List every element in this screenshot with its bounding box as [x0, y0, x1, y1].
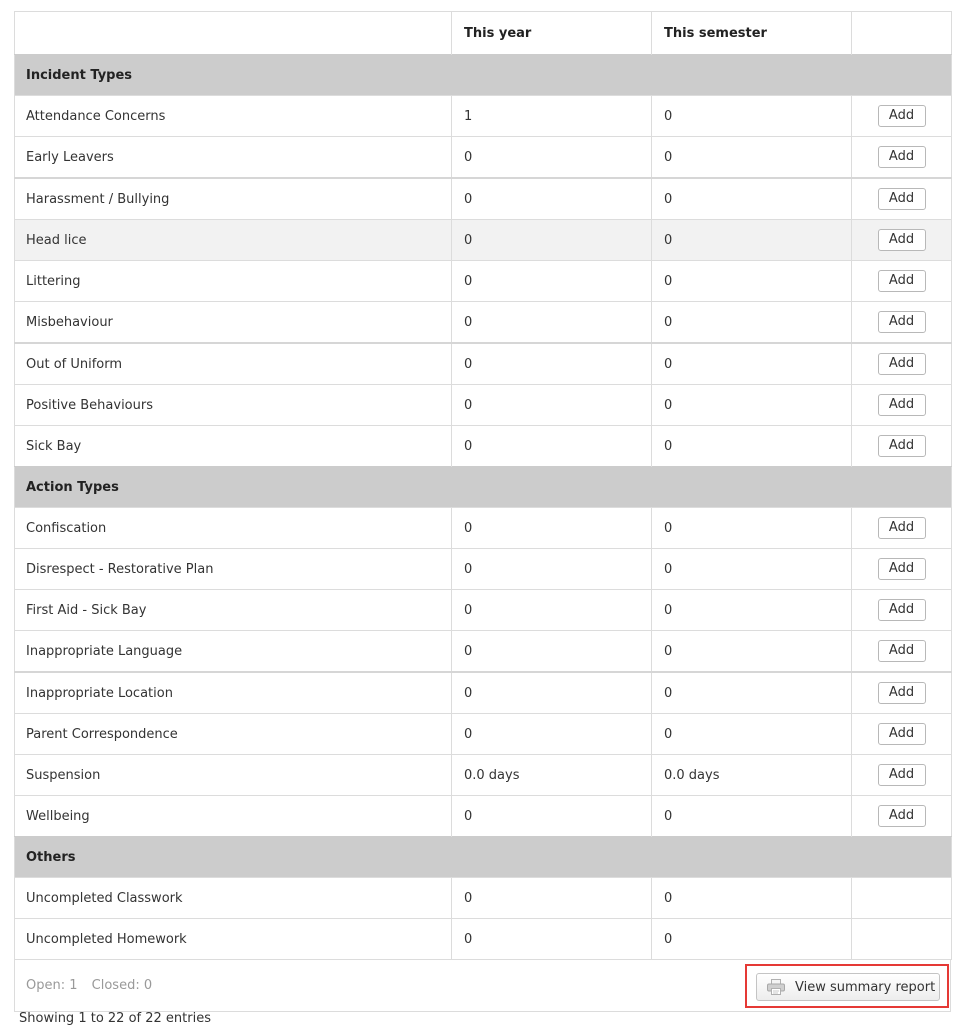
add-button[interactable]: Add: [878, 517, 926, 539]
row-this-year: 0: [452, 878, 652, 919]
row-action-cell: [852, 549, 952, 590]
row-this-semester: 0: [652, 919, 852, 960]
table-row: [15, 261, 952, 302]
table-row: [15, 755, 952, 796]
status-counts: [26, 978, 152, 993]
table-row: [15, 220, 952, 261]
row-name: Early Leavers: [15, 137, 452, 179]
section-title: Others: [15, 837, 952, 878]
row-name: Suspension: [15, 755, 452, 796]
row-name: Littering: [15, 261, 452, 302]
table-row: [15, 714, 952, 755]
table-row: [15, 137, 952, 179]
section-title: Action Types: [15, 467, 952, 508]
row-action-cell: [852, 590, 952, 631]
add-button[interactable]: Add: [878, 229, 926, 251]
add-button[interactable]: Add: [878, 435, 926, 457]
add-button[interactable]: Add: [878, 558, 926, 580]
row-this-year: 0: [452, 631, 652, 673]
add-button[interactable]: Add: [878, 764, 926, 786]
table-row: [15, 590, 952, 631]
add-button[interactable]: Add: [878, 394, 926, 416]
row-this-year: 0: [452, 549, 652, 590]
row-name: Uncompleted Classwork: [15, 878, 452, 919]
view-summary-report-button[interactable]: [756, 973, 940, 1001]
row-this-year: 0: [452, 261, 652, 302]
section-title: Incident Types: [15, 55, 952, 96]
row-this-year: 0: [452, 590, 652, 631]
row-name: Misbehaviour: [15, 302, 452, 344]
add-button[interactable]: Add: [878, 353, 926, 375]
row-action-cell: [852, 302, 952, 344]
row-this-year: 0: [452, 508, 652, 549]
row-this-semester: 0: [652, 508, 852, 549]
row-action-cell: [852, 220, 952, 261]
row-this-year: 0: [452, 220, 652, 261]
table-row: [15, 919, 952, 960]
row-this-semester: 0: [652, 878, 852, 919]
table-row: [15, 549, 952, 590]
row-this-semester: 0: [652, 590, 852, 631]
table-row: [15, 96, 952, 137]
row-name: Confiscation: [15, 508, 452, 549]
add-button[interactable]: Add: [878, 270, 926, 292]
row-this-semester: 0: [652, 261, 852, 302]
table-row: [15, 878, 952, 919]
column-header-actions: [852, 12, 952, 55]
row-this-semester: 0: [652, 631, 852, 673]
row-name: Disrespect - Restorative Plan: [15, 549, 452, 590]
add-button[interactable]: Add: [878, 599, 926, 621]
closed-count: Closed: 0: [91, 978, 153, 993]
row-this-semester: 0: [652, 714, 852, 755]
add-button[interactable]: Add: [878, 805, 926, 827]
column-header-this-year: This year: [452, 12, 652, 55]
row-this-semester: 0: [652, 302, 852, 344]
row-name: First Aid - Sick Bay: [15, 590, 452, 631]
row-name: Wellbeing: [15, 796, 452, 837]
row-this-year: 0: [452, 302, 652, 344]
row-this-year: 0: [452, 714, 652, 755]
table-row: [15, 672, 952, 714]
row-this-year: 0: [452, 385, 652, 426]
row-name: Head lice: [15, 220, 452, 261]
table-row: [15, 426, 952, 467]
row-action-cell: [852, 178, 952, 220]
open-count: Open: 1: [26, 978, 78, 993]
row-this-semester: 0: [652, 672, 852, 714]
table-row: [15, 302, 952, 344]
add-button[interactable]: Add: [878, 146, 926, 168]
row-this-year: 0: [452, 919, 652, 960]
row-name: Parent Correspondence: [15, 714, 452, 755]
add-button[interactable]: Add: [878, 723, 926, 745]
row-action-cell: [852, 919, 952, 960]
row-name: Sick Bay: [15, 426, 452, 467]
row-action-cell: [852, 631, 952, 673]
table-row: [15, 796, 952, 837]
incident-summary-table: [14, 11, 952, 960]
row-this-semester: 0: [652, 96, 852, 137]
row-name: Positive Behaviours: [15, 385, 452, 426]
row-action-cell: [852, 343, 952, 385]
row-name: Uncompleted Homework: [15, 919, 452, 960]
row-this-semester: 0: [652, 796, 852, 837]
row-name: Attendance Concerns: [15, 96, 452, 137]
row-this-year: 0: [452, 796, 652, 837]
row-this-semester: 0: [652, 137, 852, 179]
row-name: Inappropriate Language: [15, 631, 452, 673]
row-this-semester: 0.0 days: [652, 755, 852, 796]
row-this-year: 0.0 days: [452, 755, 652, 796]
row-this-year: 0: [452, 137, 652, 179]
row-name: Out of Uniform: [15, 343, 452, 385]
incident-summary-panel: [14, 11, 951, 1012]
table-row: [15, 343, 952, 385]
row-action-cell: [852, 672, 952, 714]
row-this-semester: 0: [652, 178, 852, 220]
add-button[interactable]: Add: [878, 188, 926, 210]
row-this-semester: 0: [652, 385, 852, 426]
table-row: [15, 178, 952, 220]
table-row: [15, 508, 952, 549]
row-name: Harassment / Bullying: [15, 178, 452, 220]
column-header-this-semester: This semester: [652, 12, 852, 55]
row-action-cell: [852, 137, 952, 179]
row-action-cell: [852, 385, 952, 426]
row-this-year: 1: [452, 96, 652, 137]
row-this-year: 0: [452, 343, 652, 385]
row-this-semester: 0: [652, 343, 852, 385]
add-button[interactable]: Add: [878, 311, 926, 333]
add-button[interactable]: Add: [878, 105, 926, 127]
row-this-semester: 0: [652, 549, 852, 590]
row-action-cell: [852, 878, 952, 919]
row-action-cell: [852, 714, 952, 755]
row-action-cell: [852, 426, 952, 467]
row-action-cell: [852, 796, 952, 837]
section-header-action-types: [15, 467, 952, 508]
section-header-others: [15, 837, 952, 878]
row-action-cell: [852, 96, 952, 137]
report-button-highlight: [745, 964, 949, 1008]
add-button[interactable]: Add: [878, 682, 926, 704]
section-header-incident-types: [15, 55, 952, 96]
row-action-cell: [852, 508, 952, 549]
column-header-name: [15, 12, 452, 55]
printer-icon: [767, 979, 785, 995]
table-footer: [14, 960, 951, 1012]
row-this-year: 0: [452, 178, 652, 220]
row-action-cell: [852, 261, 952, 302]
table-header-row: [15, 12, 952, 55]
view-summary-report-label: View summary report: [795, 979, 936, 995]
row-this-semester: 0: [652, 426, 852, 467]
entries-info: Showing 1 to 22 of 22 entries: [19, 1011, 211, 1026]
table-row: [15, 385, 952, 426]
row-this-year: 0: [452, 672, 652, 714]
row-this-semester: 0: [652, 220, 852, 261]
row-action-cell: [852, 755, 952, 796]
row-this-year: 0: [452, 426, 652, 467]
row-name: Inappropriate Location: [15, 672, 452, 714]
add-button[interactable]: Add: [878, 640, 926, 662]
table-row: [15, 631, 952, 673]
